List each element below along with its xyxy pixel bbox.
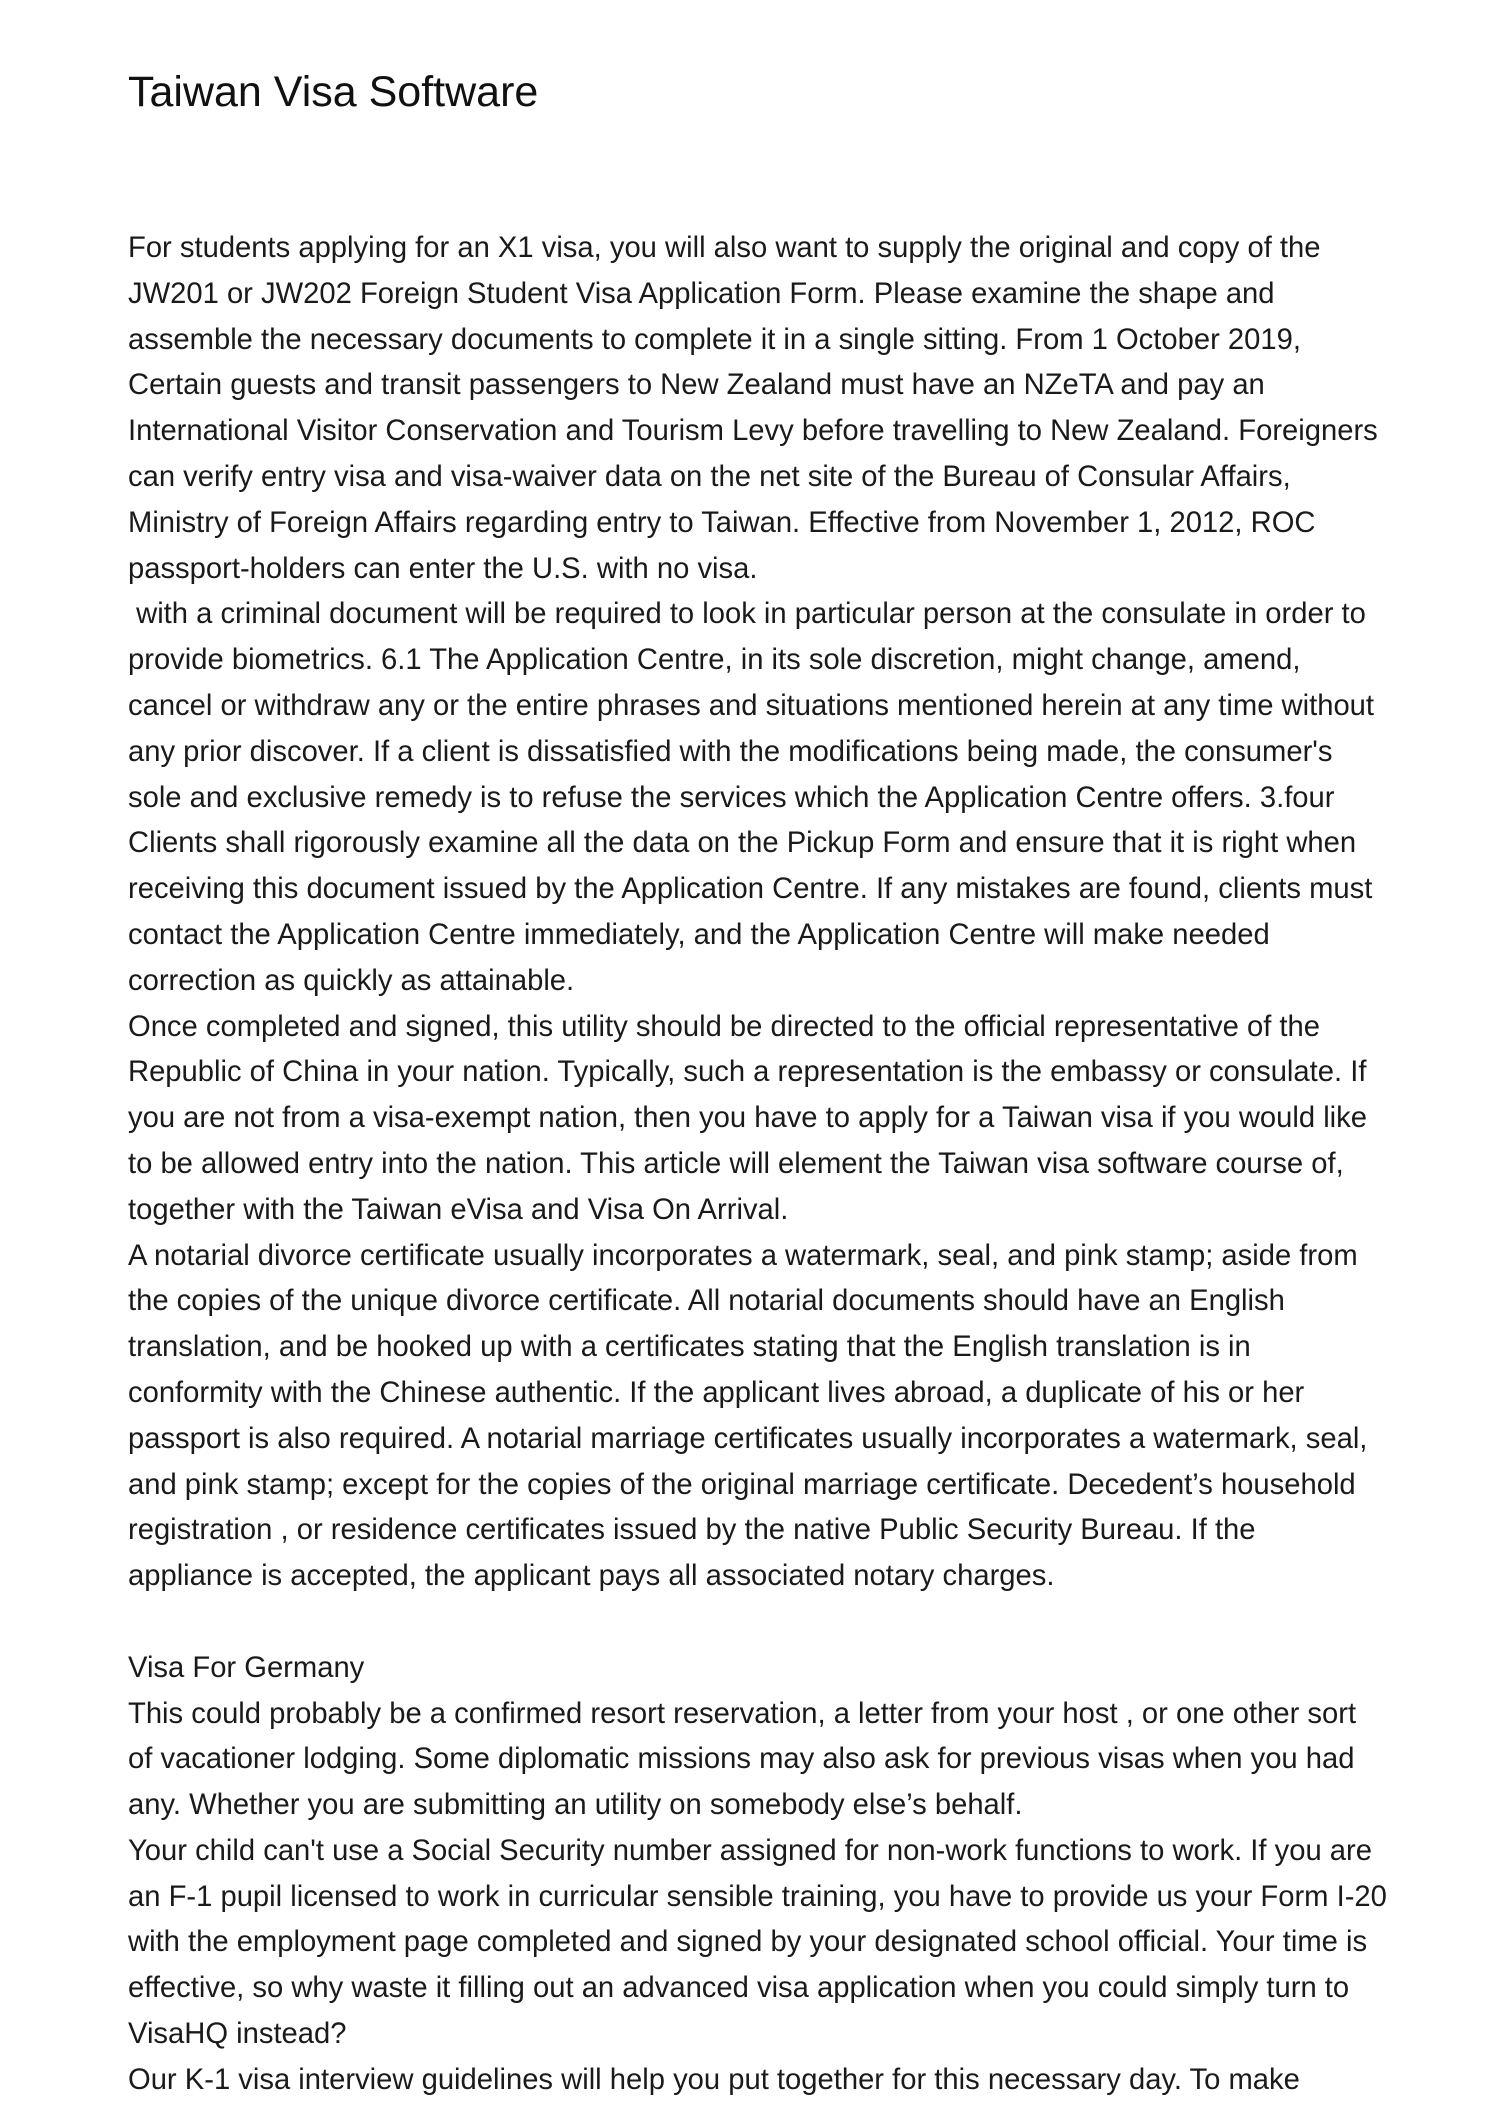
paragraph-k1-interview: Our K-1 visa interview guidelines will help you put together for this necessary day. To make xyxy=(128,2063,1300,2096)
paragraph-notarial-certificate: A notarial divorce certificate usually incorporates a watermark, seal, and pink stamp; aside from the copies of the unique divorce certificate. All notarial documents should have an English translation, and be hooked up with a certificates stating that the English translation is in conformity with the Chinese authentic. If the applicant lives abroad, a duplicate of his or her passport is also required. A notarial marriage certificates usually incorporates a watermark, seal, and pink stamp; except for the copies of the original marriage certificate. Decedent’s household registration , or residence certificates issued by the native Public Security Bureau. If the appliance is accepted, the applicant pays all associated notary charges. xyxy=(128,1239,1376,1593)
paragraph-spacer xyxy=(128,1600,1388,1646)
paragraph-x1-visa: For students applying for an X1 visa, you will also want to supply the original and copy of the JW201 or JW202 Foreign Student Visa Application Form. Please examine the shape and assemble the necessary documents to complete it in a single sitting. From 1 October 2019, Certain guests and transit passengers to New Zealand must have an NZeTA and pay an International Visitor Conservation and Tourism Levy before travelling to New Zealand. Foreigners can verify entry visa and visa-waiver data on the net site of the Bureau of Consular Affairs, Ministry of Foreign Affairs regarding entry to Taiwan. Effective from November 1, 2012, ROC passport-holders can enter the U.S. with no visa. xyxy=(128,232,1386,585)
document-body xyxy=(128,226,1396,2104)
paragraph-lodging: This could probably be a confirmed resort reservation, a letter from your host , or one other sort of vacationer lodging. Some diplomatic missions may also ask for previous visas when you had any. Whether you are submitting an utility on somebody else’s behalf. xyxy=(128,1697,1365,1822)
section-heading: Visa For Germany xyxy=(128,1651,365,1684)
paragraph-social-security: Your child can't use a Social Security number assigned for non-work functions to work. If you are an F-1 pupil licensed to work in curricular sensible training, you have to provide us your Form I-20 with the employment page completed and signed by your designated school official. Your time is effective, so why waste it filling out an advanced visa application when you could simply turn to VisaHQ instead? xyxy=(128,1834,1396,2051)
paragraph-criminal-document: with a criminal document will be required to look in particular person at the consulate in order to provide biometrics. 6.1 The Application Centre, in its sole discretion, might change, amend, cancel or withdraw any or the entire phrases and situations mentioned herein at any time without any prior discover. If a client is dissatisfied with the modifications being made, the consumer's sole and exclusive remedy is to refuse the services which the Application Centre offers. 3.four Clients shall rigorously examine all the data on the Pickup Form and ensure that it is right when receiving this document issued by the Application Centre. If any mistakes are found, clients must contact the Application Centre immediately, and the Application Centre will make needed correction as quickly as attainable. xyxy=(128,598,1383,997)
document-page xyxy=(128,0,1396,2104)
paragraph-signed-application: Once completed and signed, this utility should be directed to the official representative of the Republic of China in your nation. Typically, such a representation is the embassy or consulate. If you are not from a visa-exempt nation, then you have to apply for a Taiwan visa if you would like to be allowed entry into the nation. This article will element the Taiwan visa software course of, together with the Taiwan eVisa and Visa On Arrival. xyxy=(128,1010,1376,1226)
page-title: Taiwan Visa Software xyxy=(128,68,539,116)
